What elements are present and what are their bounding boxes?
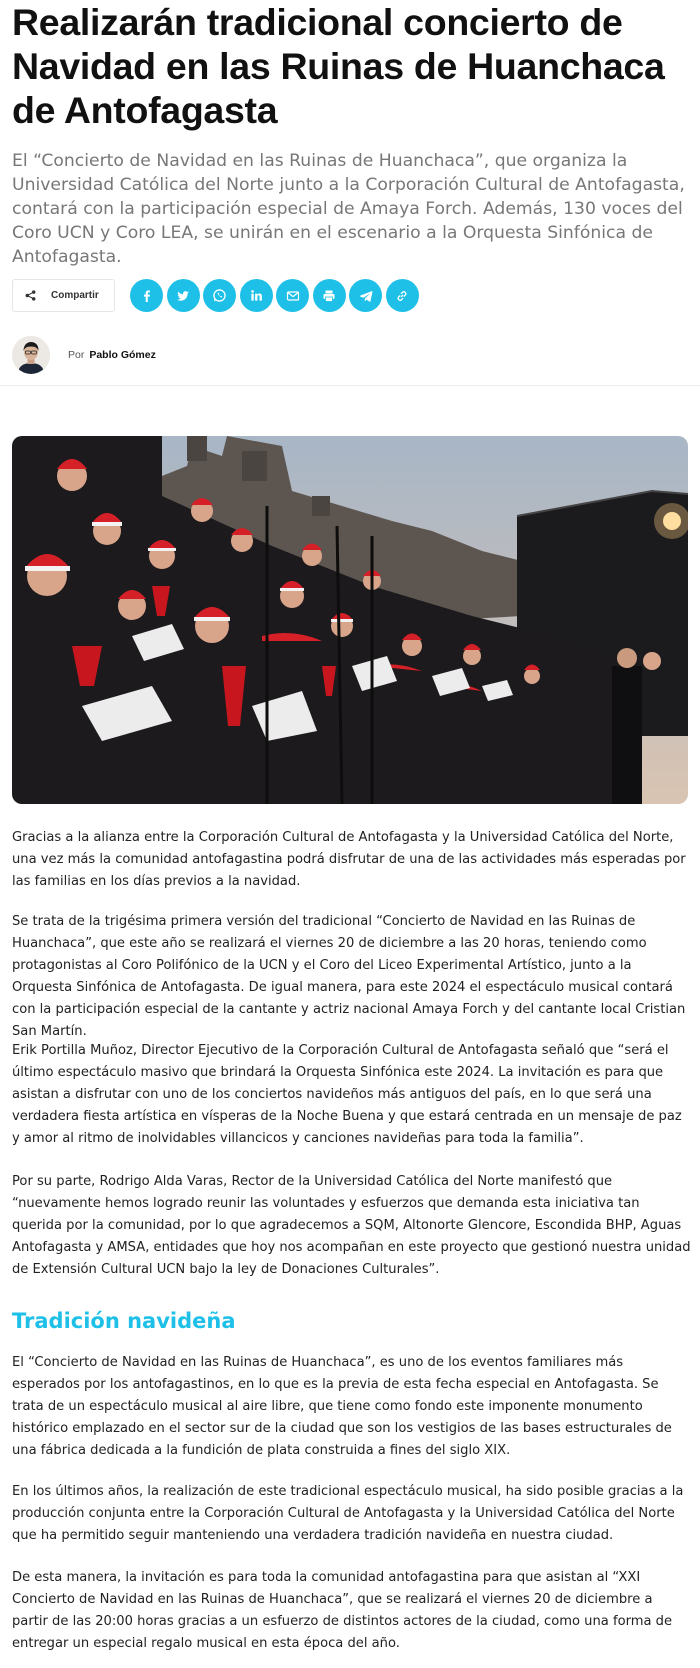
email-icon[interactable] [276, 279, 309, 312]
paragraph-5: El “Concierto de Navidad en las Ruinas de Huanchaca”, es uno de los eventos familiares más esperados por los antofagastinos, en lo que es la previa de esta fecha especial en Antofagasta. Se trata de un espectáculo musical al aire libre, que tiene como fondo este imponente monumento histórico emplazado en el sector sur de la ciudad que son los vestigios de las bases estructurales de una fábrica dedicada a la fundición de plata construida a fines del siglo XIX. [12, 1355, 672, 1458]
social-buttons [130, 279, 422, 312]
section-heading: Tradición navideña [12, 1309, 236, 1333]
header-divider [0, 385, 700, 386]
linkedin-icon[interactable] [240, 279, 273, 312]
share-icon [23, 289, 37, 303]
paragraph-1: Gracias a la alianza entre la Corporación Cultural de Antofagasta y la Universidad Católica del Norte, una vez más la comunidad antofagastina podrá disfrutar de una de las actividades más esperadas por las familias en los días previos a la navidad. [12, 830, 686, 889]
print-icon[interactable] [313, 279, 346, 312]
paragraph-7: De esta manera, la invitación es para toda la comunidad antofagastina para que asistan al “XXI Concierto de Navidad en las Ruinas de Huanchaca”, que se realizará el viernes 20 de diciembre a partir de las 20:00 horas gracias a un esfuerzo de distintos actores de la ciudad, como una forma de entregar un especial regalo musical en esta época del año. [12, 1570, 673, 1651]
telegram-icon[interactable] [349, 279, 382, 312]
article-title: Realizarán tradicional concierto de Navidad en las Ruinas de Huanchaca de Antofagasta [12, 1, 665, 131]
copy-link-icon[interactable] [386, 279, 419, 312]
paragraph-3: Erik Portilla Muñoz, Director Ejecutivo de la Corporación Cultural de Antofagasta señaló que “será el último espectáculo masivo que brindará la Orquesta Sinfónica este 2024. La invitación es para que asistan a disfrutar con uno de los conciertos navideños más antiguos del país, en lo que será una verdadera fiesta artística en vísperas de la Noche Buena y que estará centrada en un mensaje de paz y amor al ritmo de inolvidables villancicos y canciones navideñas para toda la familia”. [12, 1043, 682, 1146]
paragraph-4: Por su parte, Rodrigo Alda Varas, Rector de la Universidad Católica del Norte manifestó que “nuevamente hemos logrado reunir las voluntades y esfuerzos que demanda esta iniciativa tan querida por la comunidad, por lo que agradecemos a SQM, Altonorte Glencore, Escondida BHP, Aguas Antofagasta y AMSA, entidades que hoy nos acompañan en este proyecto que gestionó nuestra unidad de Extensión Cultural UCN bajo la ley de Donaciones Culturales”. [12, 1174, 691, 1277]
author-name[interactable]: Pablo Gómez [89, 349, 156, 361]
choir-photo [12, 436, 688, 804]
author-byline [12, 336, 156, 374]
paragraph-2: Se trata de la trigésima primera versión del tradicional “Concierto de Navidad en las Ruinas de Huanchaca”, que este año se realizará el viernes 20 de diciembre a las 20 horas, teniendo como protagonistas al Coro Polifónico de la UCN y el Coro del Liceo Experimental Artístico, junto a la Orquesta Sinfónica de Antofagasta. De igual manera, para este 2024 el espectáculo musical contará con la participación especial de la cantante y actriz nacional Amaya Forch y del cantante local Cristian San Martín. [12, 914, 686, 1039]
author-avatar[interactable] [12, 336, 50, 374]
facebook-icon[interactable] [130, 279, 163, 312]
whatsapp-icon[interactable] [203, 279, 236, 312]
author-prefix: Por [68, 349, 85, 361]
twitter-icon[interactable] [167, 279, 200, 312]
share-bar [12, 279, 422, 312]
share-button[interactable] [12, 279, 115, 312]
paragraph-6: En los últimos años, la realización de este tradicional espectáculo musical, ha sido posible gracias a la producción conjunta entre la Corporación Cultural de Antofagasta y la Universidad Católica del Norte que ha permitido seguir manteniendo una verdadera tradición navideña en nuestra ciudad. [12, 1484, 684, 1543]
share-label: Compartir [51, 290, 99, 301]
article-subtitle: El “Concierto de Navidad en las Ruinas de Huanchaca”, que organiza la Universidad Católica del Norte junto a la Corporación Cultural de Antofagasta, contará con la participación especial de Amaya Forch. Además, 130 voces del Coro UCN y Coro LEA, se unirán en el escenario a la Orquesta Sinfónica de Antofagasta. [12, 151, 685, 267]
